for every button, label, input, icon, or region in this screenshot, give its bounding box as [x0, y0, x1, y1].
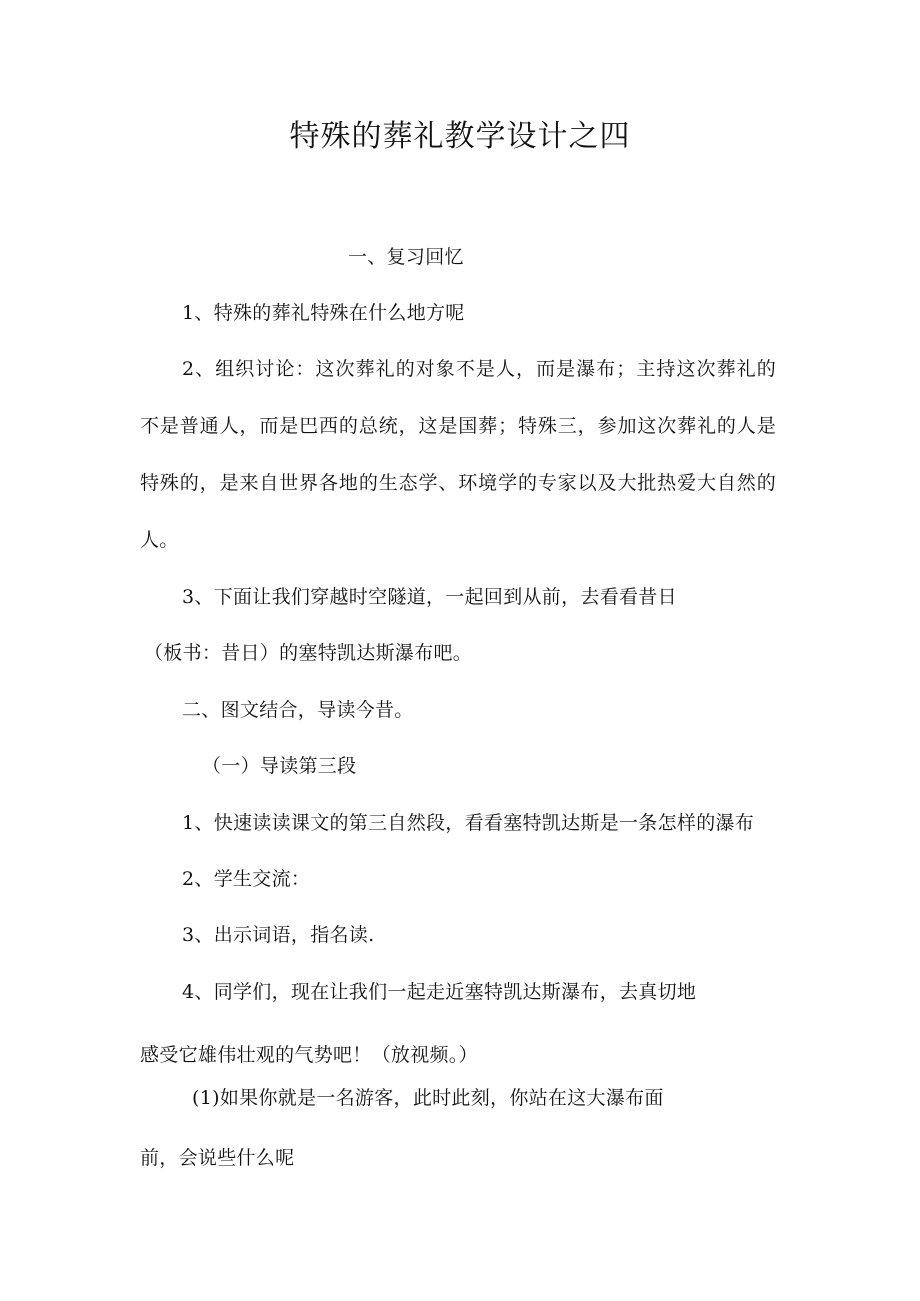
paragraph-line: （板书：昔日）的塞特凯达斯瀑布吧。 [144, 642, 473, 664]
paragraph-line: 3、下面让我们穿越时空隧道，一起回到从前，去看看昔日 [182, 586, 677, 608]
section-heading-review: 一、复习回忆 [348, 246, 464, 268]
document-title: 特殊的葬礼教学设计之四 [289, 119, 631, 154]
paragraph-line: 人。 [140, 529, 179, 551]
paragraph-line: 3、出示词语，指名读. [182, 924, 375, 946]
paragraph-line: 1、特殊的葬礼特殊在什么地方呢 [182, 302, 465, 324]
paragraph-line: 特殊的，是来自世界各地的生态学、环境学的专家以及大批热爱大自然的 [140, 472, 776, 494]
paragraph-line: 1、快速读读课文的第三自然段，看看塞特凯达斯是一条怎样的瀑布 [182, 812, 755, 834]
paragraph-line: 感受它雄伟壮观的气势吧！（放视频。） [140, 1044, 478, 1066]
paragraph-line: 不是普通人，而是巴西的总统，这是国葬；特殊三，参加这次葬礼的人是 [140, 415, 776, 437]
subsection-heading: （一）导读第三段 [202, 755, 357, 777]
paragraph-line: 前，会说些什么呢 [140, 1147, 295, 1169]
paragraph-line: 4、同学们，现在让我们一起走近塞特凯达斯瀑布，去真切地 [182, 981, 697, 1003]
paragraph-line: 2、学生交流： [182, 868, 311, 890]
paragraph-line: (1)如果你就是一名游客，此时此刻，你站在这大瀑布面 [192, 1087, 664, 1109]
section-heading-image-text: 二、图文结合，导读今昔。 [182, 699, 414, 721]
paragraph-line: 2、组织讨论：这次葬礼的对象不是人，而是瀑布；主持这次葬礼的 [182, 358, 776, 380]
